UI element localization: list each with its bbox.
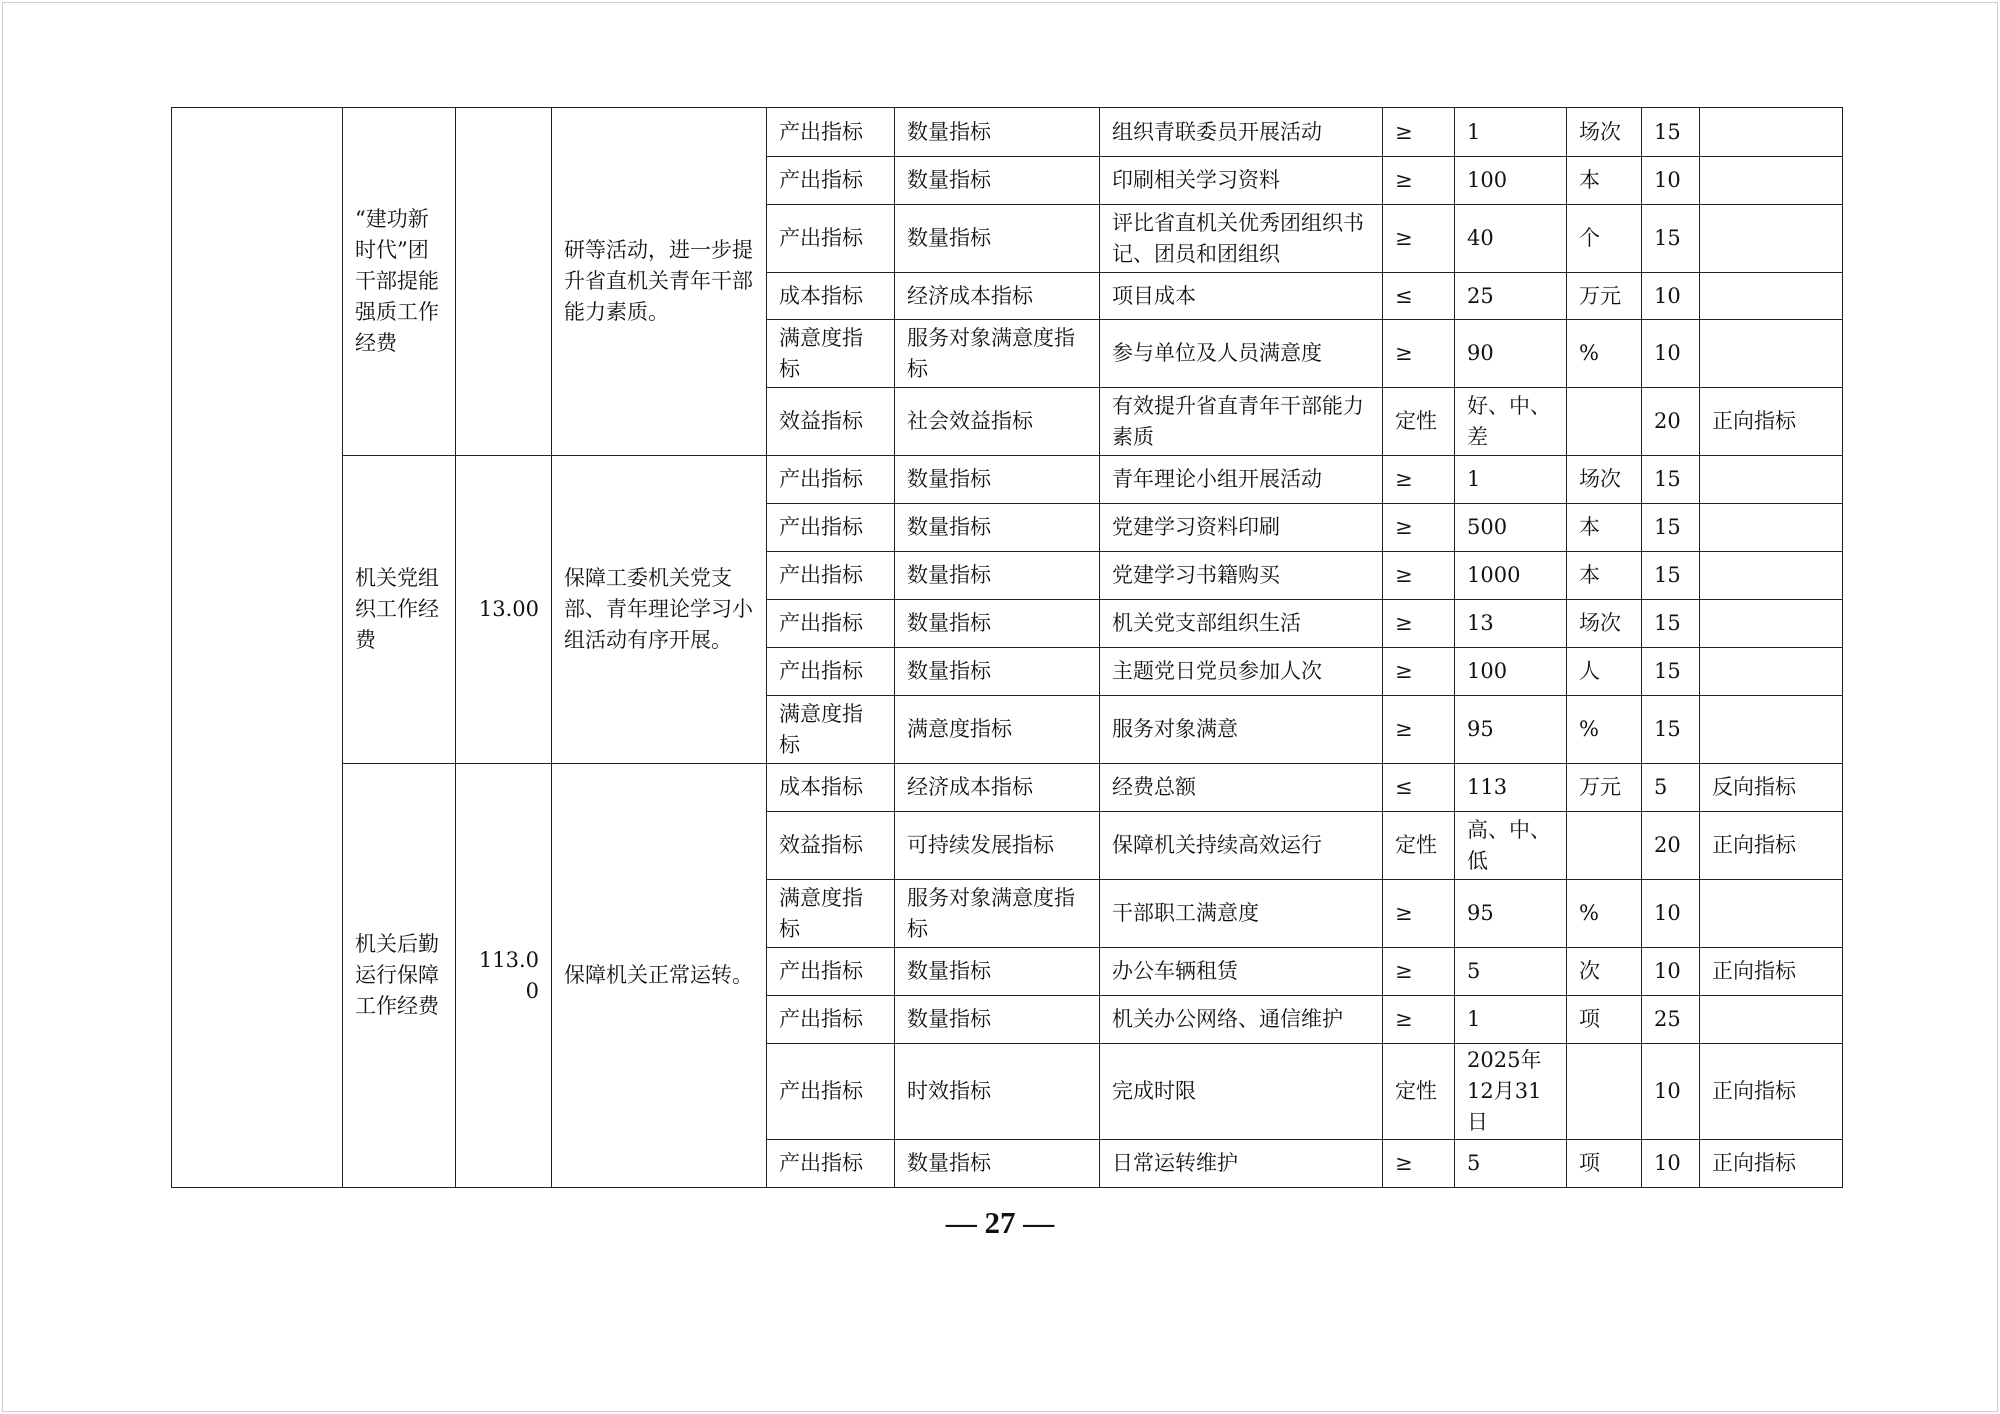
level3-indicator: 机关办公网络、通信维护 — [1100, 996, 1383, 1044]
level2-indicator: 数量指标 — [895, 948, 1100, 996]
unit: % — [1567, 320, 1642, 388]
level2-indicator: 数量指标 — [895, 648, 1100, 696]
unit: 项 — [1567, 1140, 1642, 1188]
direction — [1700, 157, 1843, 205]
project-goal-cell: 保障工委机关党支部、青年理论学习小组活动有序开展。 — [552, 456, 767, 764]
level2-indicator: 数量指标 — [895, 205, 1100, 273]
score: 10 — [1642, 1044, 1700, 1140]
score: 15 — [1642, 205, 1700, 273]
target-value: 1000 — [1455, 552, 1567, 600]
direction: 正向指标 — [1700, 1044, 1843, 1140]
score: 15 — [1642, 648, 1700, 696]
target-value: 13 — [1455, 600, 1567, 648]
level1-indicator: 产出指标 — [767, 456, 895, 504]
level1-indicator: 产出指标 — [767, 205, 895, 273]
level1-indicator: 满意度指标 — [767, 696, 895, 764]
level2-indicator: 服务对象满意度指标 — [895, 880, 1100, 948]
level2-indicator: 数量指标 — [895, 996, 1100, 1044]
score: 5 — [1642, 764, 1700, 812]
direction — [1700, 205, 1843, 273]
score: 10 — [1642, 1140, 1700, 1188]
level2-indicator: 数量指标 — [895, 108, 1100, 157]
operator: ≥ — [1383, 948, 1455, 996]
level3-indicator: 组织青联委员开展活动 — [1100, 108, 1383, 157]
score: 15 — [1642, 696, 1700, 764]
score: 20 — [1642, 812, 1700, 880]
score: 15 — [1642, 504, 1700, 552]
direction — [1700, 600, 1843, 648]
level2-indicator: 时效指标 — [895, 1044, 1100, 1140]
direction — [1700, 273, 1843, 320]
operator: ≥ — [1383, 600, 1455, 648]
score: 10 — [1642, 880, 1700, 948]
level2-indicator: 满意度指标 — [895, 696, 1100, 764]
operator: ≥ — [1383, 456, 1455, 504]
score: 20 — [1642, 388, 1700, 456]
target-value: 113 — [1455, 764, 1567, 812]
unit: 本 — [1567, 157, 1642, 205]
level2-indicator: 数量指标 — [895, 157, 1100, 205]
level3-indicator: 服务对象满意 — [1100, 696, 1383, 764]
operator: ≥ — [1383, 205, 1455, 273]
operator: ≥ — [1383, 157, 1455, 205]
unit — [1567, 1044, 1642, 1140]
level2-indicator: 服务对象满意度指标 — [895, 320, 1100, 388]
direction — [1700, 996, 1843, 1044]
operator: ≥ — [1383, 880, 1455, 948]
project-amount-cell — [456, 108, 552, 456]
level3-indicator: 日常运转维护 — [1100, 1140, 1383, 1188]
level1-indicator: 满意度指标 — [767, 320, 895, 388]
level2-indicator: 数量指标 — [895, 552, 1100, 600]
unit: 本 — [1567, 504, 1642, 552]
direction — [1700, 456, 1843, 504]
score: 15 — [1642, 552, 1700, 600]
level3-indicator: 印刷相关学习资料 — [1100, 157, 1383, 205]
operator: 定性 — [1383, 812, 1455, 880]
target-value: 高、中、低 — [1455, 812, 1567, 880]
level1-indicator: 产出指标 — [767, 504, 895, 552]
score: 15 — [1642, 456, 1700, 504]
target-value: 5 — [1455, 1140, 1567, 1188]
level3-indicator: 完成时限 — [1100, 1044, 1383, 1140]
page-number: — 27 — — [945, 1205, 1055, 1240]
unit: % — [1567, 880, 1642, 948]
unit: 场次 — [1567, 600, 1642, 648]
score: 15 — [1642, 600, 1700, 648]
target-value: 95 — [1455, 696, 1567, 764]
level1-indicator: 成本指标 — [767, 764, 895, 812]
target-value: 5 — [1455, 948, 1567, 996]
project-name-cell: 机关党组织工作经费 — [343, 456, 456, 764]
operator: ≥ — [1383, 504, 1455, 552]
direction: 正向指标 — [1700, 1140, 1843, 1188]
category-cell — [172, 108, 343, 1188]
level3-indicator: 主题党日党员参加人次 — [1100, 648, 1383, 696]
project-goal-cell: 研等活动，进一步提升省直机关青年干部能力素质。 — [552, 108, 767, 456]
unit: 项 — [1567, 996, 1642, 1044]
direction — [1700, 108, 1843, 157]
level2-indicator: 数量指标 — [895, 1140, 1100, 1188]
level2-indicator: 数量指标 — [895, 600, 1100, 648]
direction — [1700, 320, 1843, 388]
project-amount-cell: 113.00 — [456, 764, 552, 1188]
level1-indicator: 产出指标 — [767, 648, 895, 696]
level1-indicator: 产出指标 — [767, 552, 895, 600]
direction — [1700, 648, 1843, 696]
level3-indicator: 党建学习书籍购买 — [1100, 552, 1383, 600]
target-value: 100 — [1455, 157, 1567, 205]
unit: % — [1567, 696, 1642, 764]
level3-indicator: 办公车辆租赁 — [1100, 948, 1383, 996]
level3-indicator: 有效提升省直青年干部能力素质 — [1100, 388, 1383, 456]
operator: ≥ — [1383, 552, 1455, 600]
level1-indicator: 产出指标 — [767, 600, 895, 648]
level3-indicator: 青年理论小组开展活动 — [1100, 456, 1383, 504]
operator: ≥ — [1383, 1140, 1455, 1188]
direction: 正向指标 — [1700, 388, 1843, 456]
level2-indicator: 经济成本指标 — [895, 764, 1100, 812]
level3-indicator: 经费总额 — [1100, 764, 1383, 812]
unit: 个 — [1567, 205, 1642, 273]
project-name-cell: 机关后勤运行保障工作经费 — [343, 764, 456, 1188]
project-amount-cell: 13.00 — [456, 456, 552, 764]
level3-indicator: 机关党支部组织生活 — [1100, 600, 1383, 648]
operator: ≥ — [1383, 696, 1455, 764]
target-value: 100 — [1455, 648, 1567, 696]
target-value: 95 — [1455, 880, 1567, 948]
operator: 定性 — [1383, 388, 1455, 456]
operator: ≥ — [1383, 996, 1455, 1044]
table-row — [172, 108, 1843, 157]
level3-indicator: 干部职工满意度 — [1100, 880, 1383, 948]
level2-indicator: 经济成本指标 — [895, 273, 1100, 320]
score: 25 — [1642, 996, 1700, 1044]
target-value: 90 — [1455, 320, 1567, 388]
table-row — [172, 764, 1843, 812]
level1-indicator: 产出指标 — [767, 1044, 895, 1140]
performance-table — [171, 107, 1843, 1188]
target-value: 1 — [1455, 456, 1567, 504]
target-value: 40 — [1455, 205, 1567, 273]
score: 10 — [1642, 320, 1700, 388]
operator: 定性 — [1383, 1044, 1455, 1140]
operator: ≥ — [1383, 648, 1455, 696]
unit: 场次 — [1567, 108, 1642, 157]
project-goal-cell: 保障机关正常运转。 — [552, 764, 767, 1188]
direction — [1700, 504, 1843, 552]
level3-indicator: 项目成本 — [1100, 273, 1383, 320]
direction: 正向指标 — [1700, 948, 1843, 996]
unit — [1567, 388, 1642, 456]
operator: ≤ — [1383, 273, 1455, 320]
level3-indicator: 党建学习资料印刷 — [1100, 504, 1383, 552]
unit: 场次 — [1567, 456, 1642, 504]
operator: ≥ — [1383, 108, 1455, 157]
target-value: 2025年12月31日 — [1455, 1044, 1567, 1140]
score: 15 — [1642, 108, 1700, 157]
level1-indicator: 成本指标 — [767, 273, 895, 320]
score: 10 — [1642, 157, 1700, 205]
level1-indicator: 产出指标 — [767, 108, 895, 157]
target-value: 1 — [1455, 996, 1567, 1044]
level3-indicator: 参与单位及人员满意度 — [1100, 320, 1383, 388]
direction — [1700, 696, 1843, 764]
level2-indicator: 数量指标 — [895, 504, 1100, 552]
target-value: 1 — [1455, 108, 1567, 157]
level1-indicator: 效益指标 — [767, 388, 895, 456]
level1-indicator: 满意度指标 — [767, 880, 895, 948]
level1-indicator: 产出指标 — [767, 157, 895, 205]
level2-indicator: 社会效益指标 — [895, 388, 1100, 456]
target-value: 25 — [1455, 273, 1567, 320]
level1-indicator: 产出指标 — [767, 996, 895, 1044]
direction — [1700, 552, 1843, 600]
target-value: 500 — [1455, 504, 1567, 552]
level2-indicator: 可持续发展指标 — [895, 812, 1100, 880]
level3-indicator: 评比省直机关优秀团组织书记、团员和团组织 — [1100, 205, 1383, 273]
unit: 万元 — [1567, 273, 1642, 320]
score: 10 — [1642, 273, 1700, 320]
operator: ≥ — [1383, 320, 1455, 388]
direction: 正向指标 — [1700, 812, 1843, 880]
target-value: 好、中、差 — [1455, 388, 1567, 456]
table-row — [172, 456, 1843, 504]
unit: 人 — [1567, 648, 1642, 696]
level2-indicator: 数量指标 — [895, 456, 1100, 504]
unit: 本 — [1567, 552, 1642, 600]
score: 10 — [1642, 948, 1700, 996]
unit — [1567, 812, 1642, 880]
level3-indicator: 保障机关持续高效运行 — [1100, 812, 1383, 880]
direction: 反向指标 — [1700, 764, 1843, 812]
unit: 次 — [1567, 948, 1642, 996]
unit: 万元 — [1567, 764, 1642, 812]
level1-indicator: 产出指标 — [767, 948, 895, 996]
project-name-cell: “建功新时代”团干部提能强质工作经费 — [343, 108, 456, 456]
level1-indicator: 效益指标 — [767, 812, 895, 880]
operator: ≤ — [1383, 764, 1455, 812]
direction — [1700, 880, 1843, 948]
level1-indicator: 产出指标 — [767, 1140, 895, 1188]
